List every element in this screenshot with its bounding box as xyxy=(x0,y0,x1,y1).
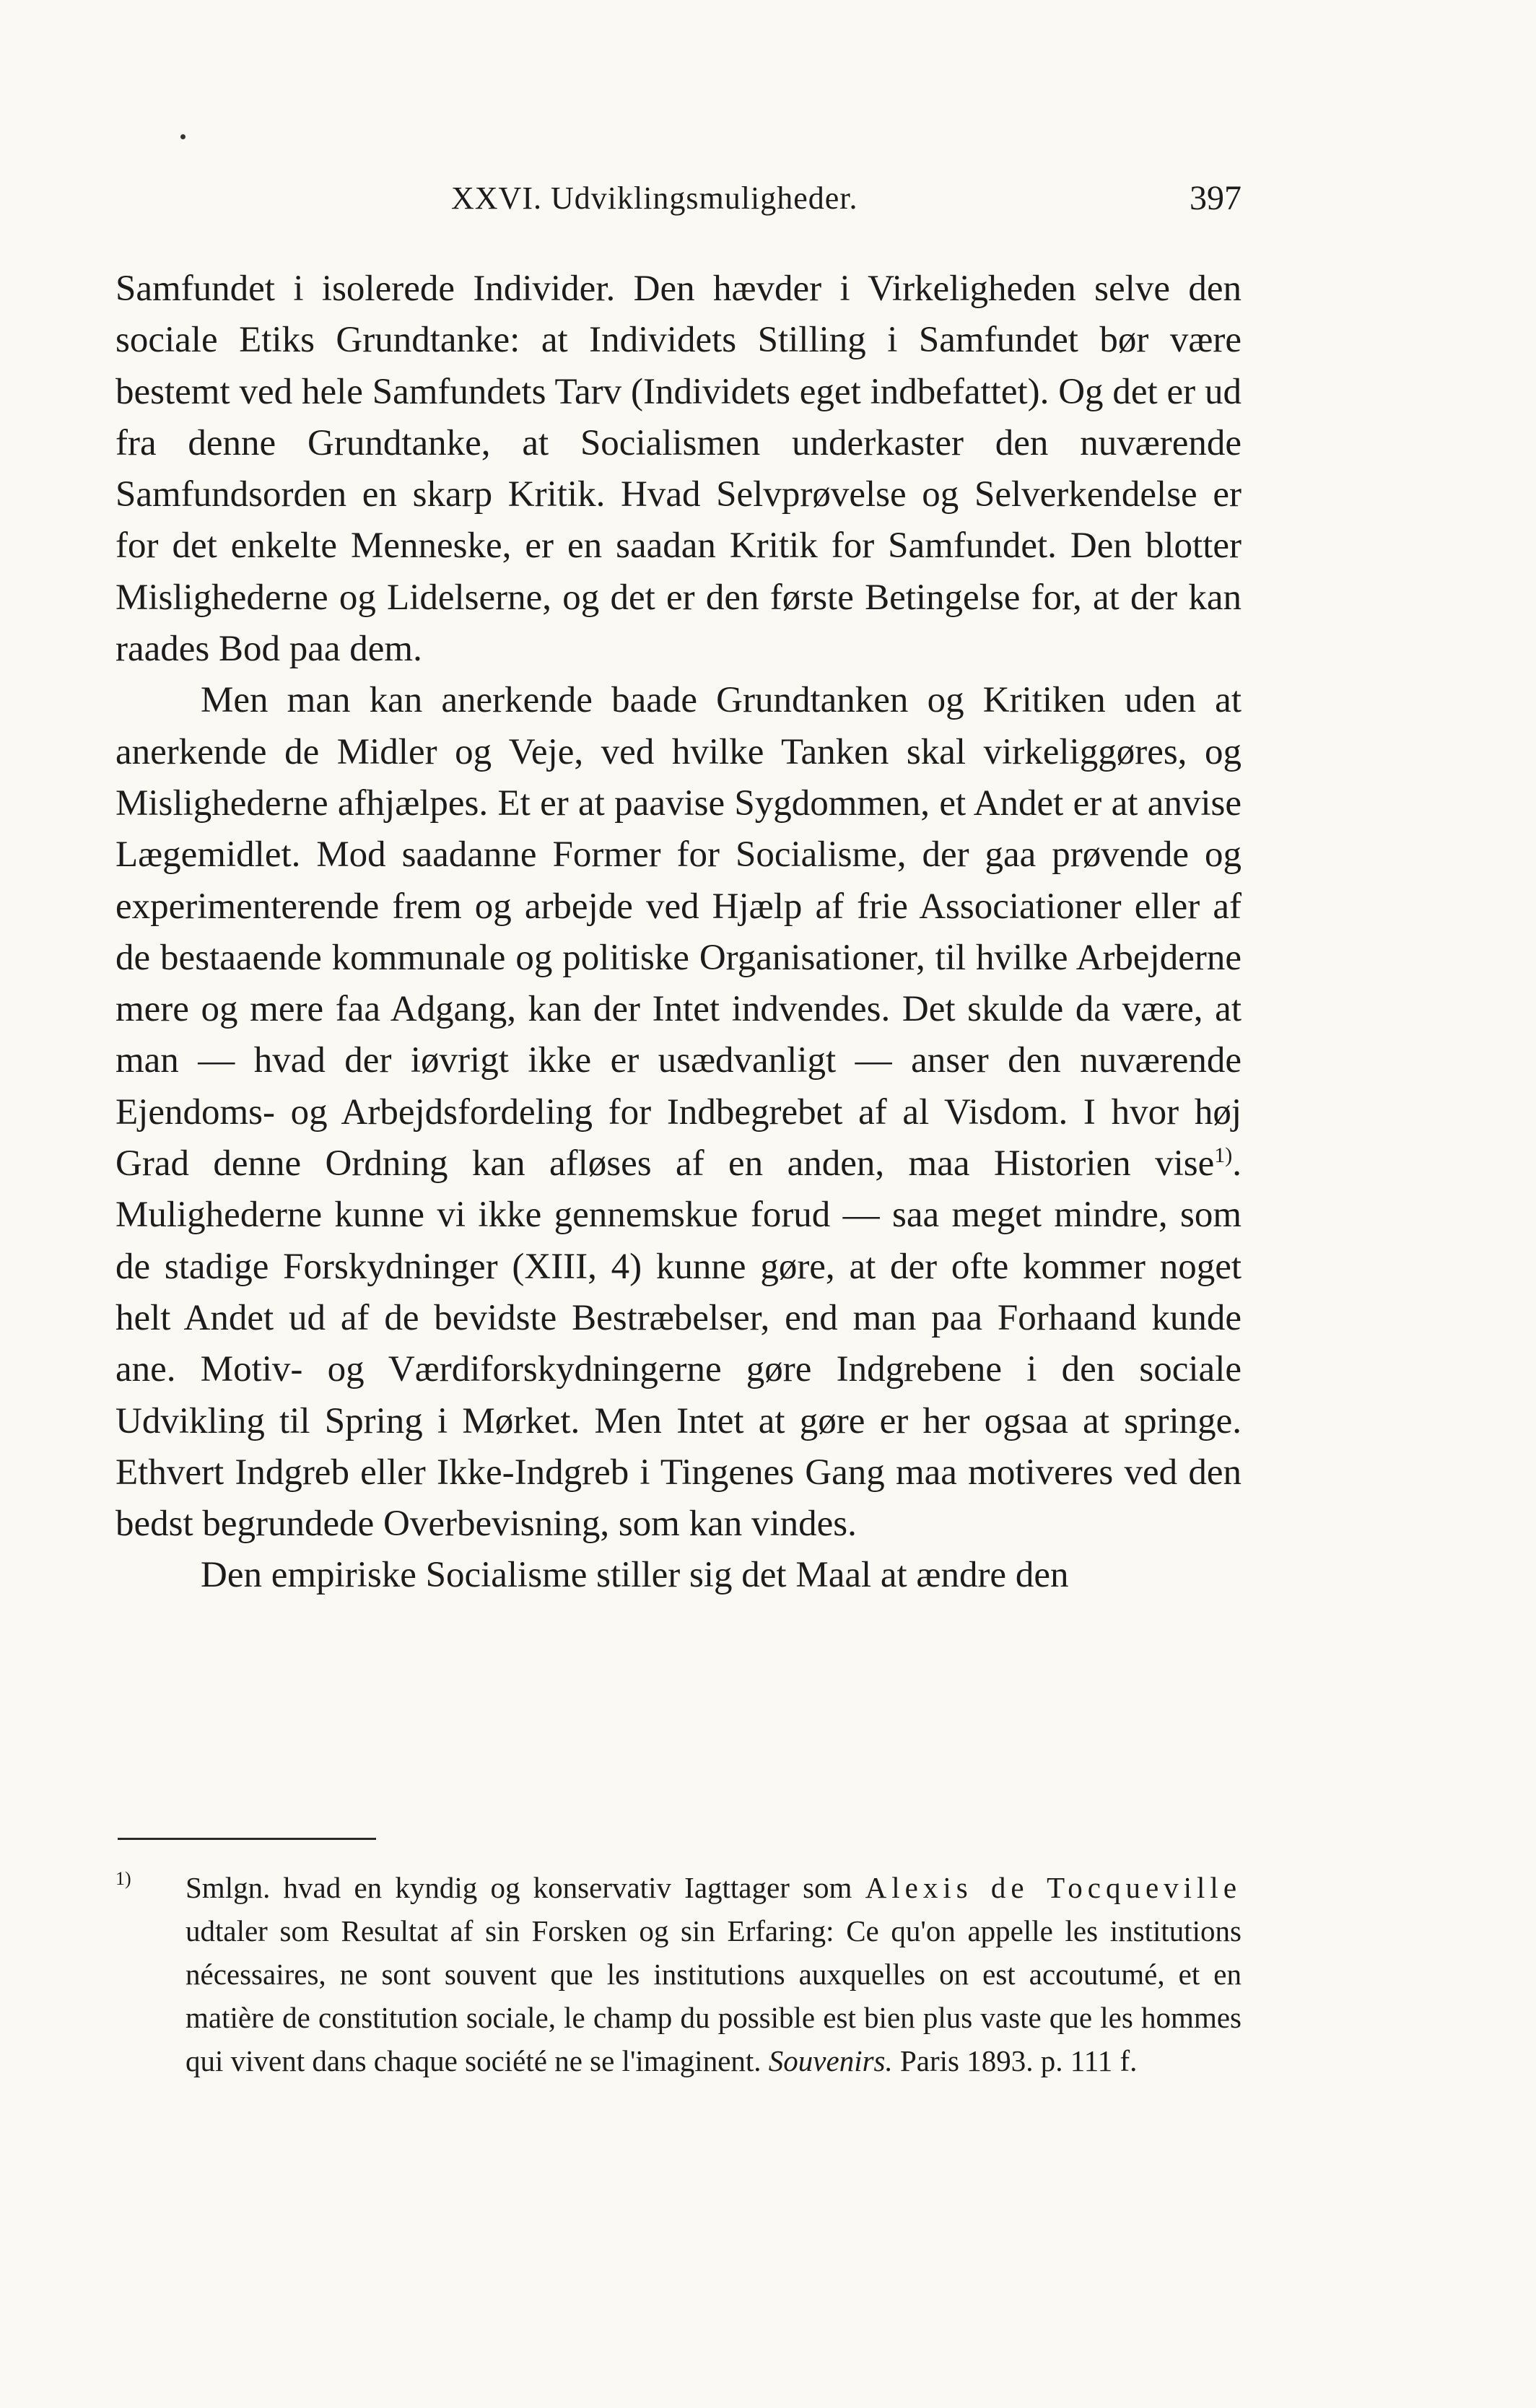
paragraph-2-text-b: . Mulighederne kunne vi ikke gennemskue forud — saa meget mindre, som de stadige Forskydninger (XIII, 4) kunne gøre, at der ofte kommer noget helt Andet ud af de bevidste Bestræbelser, end man paa Forhaand kunde ane. Motiv- og Værdiforskydningerne gøre Indgrebene i den sociale Udvikling til Spring i Mørket. Men Intet at gøre er her ogsaa at springe. Ethvert Indgreb eller Ikke-Indgreb i Tingenes Gang maa motiveres ved den bedst begrundede Overbevisning, som kan vindes. xyxy=(115,1143,1242,1545)
footnote-reference: 1) xyxy=(1214,1143,1233,1168)
footnote-citation: Paris 1893. p. 111 f. xyxy=(900,2044,1138,2077)
footnote-text-1: Smlgn. hvad en kyndig og konservativ Iagttager som xyxy=(186,1871,852,1904)
footnote-body xyxy=(186,1866,1242,2082)
paragraph-3: Den empiriske Socialisme stiller sig det Maal at ændre den xyxy=(201,1555,1069,1596)
ink-speck xyxy=(180,134,186,139)
paragraph-2-text-a: Men man kan anerkende baade Grundtanken og Kritiken uden at anerkende de Midler og Veje, ved hvilke Tanken skal virkeliggøres, og Mislighederne afhjælpes. Et er at paavise Sygdommen, et Andet er at anvise Lægemidlet. Mod saadanne Former for Socialisme, der gaa prøvende og experimenterende frem og arbejde ved Hjælp af frie Associationer eller af de bestaaende kommunale og politiske Organisationer, til hvilke Arbejderne mere og mere faa Adgang, kan der Intet indvendes. Det skulde da være, at man — hvad der iøvrigt ikke er usædvanligt — anser den nuværende Ejendoms- og Arbejdsfordeling for Indbegrebet af al Visdom. I hvor høj Grad denne Ordning kan afløses af en anden, maa Historien vise xyxy=(115,680,1242,1185)
footnote-marker: 1) xyxy=(115,1868,131,1889)
chapter-title: XXVI. Udviklingsmuligheder. xyxy=(451,180,858,216)
footnote-author-name: Alexis de Tocqueville xyxy=(865,1871,1242,1904)
body-text xyxy=(115,263,1242,1602)
footnote xyxy=(115,1866,1242,2082)
footnote-divider xyxy=(118,1838,376,1840)
page-number: 397 xyxy=(1190,179,1242,217)
footnote-text-2: udtaler som Resultat af sin Forsken og sin Erfaring: Ce qu'on appelle les institutions nécessaires, ne sont souvent que les institutions auxquelles on est accoutumé, et en matière de constitution sociale, le champ du possible est bien plus vaste que les hommes qui vivent dans chaque société ne se l'imaginent. xyxy=(186,1914,1242,2077)
running-head xyxy=(115,173,1242,224)
paragraph-1: Samfundet i isolerede Individer. Den hævder i Virkeligheden selve den sociale Etiks Grundtanke: at Individets Stilling i Samfundet bør være bestemt ved hele Samfundets Tarv (Individets eget indbefattet). Og det er ud fra denne Grundtanke, at Socialismen underkaster den nuværende Samfundsorden en skarp Kritik. Hvad Selvprøvelse og Selverkendelse er for det enkelte Menneske, er en saadan Kritik for Samfundet. Den blotter Mislighederne og Lidelserne, og det er den første Betingelse for, at der kan raades Bod paa dem. xyxy=(115,269,1242,670)
paragraph-2 xyxy=(115,675,1242,1550)
footnote-work-title: Souvenirs. xyxy=(768,2044,893,2077)
